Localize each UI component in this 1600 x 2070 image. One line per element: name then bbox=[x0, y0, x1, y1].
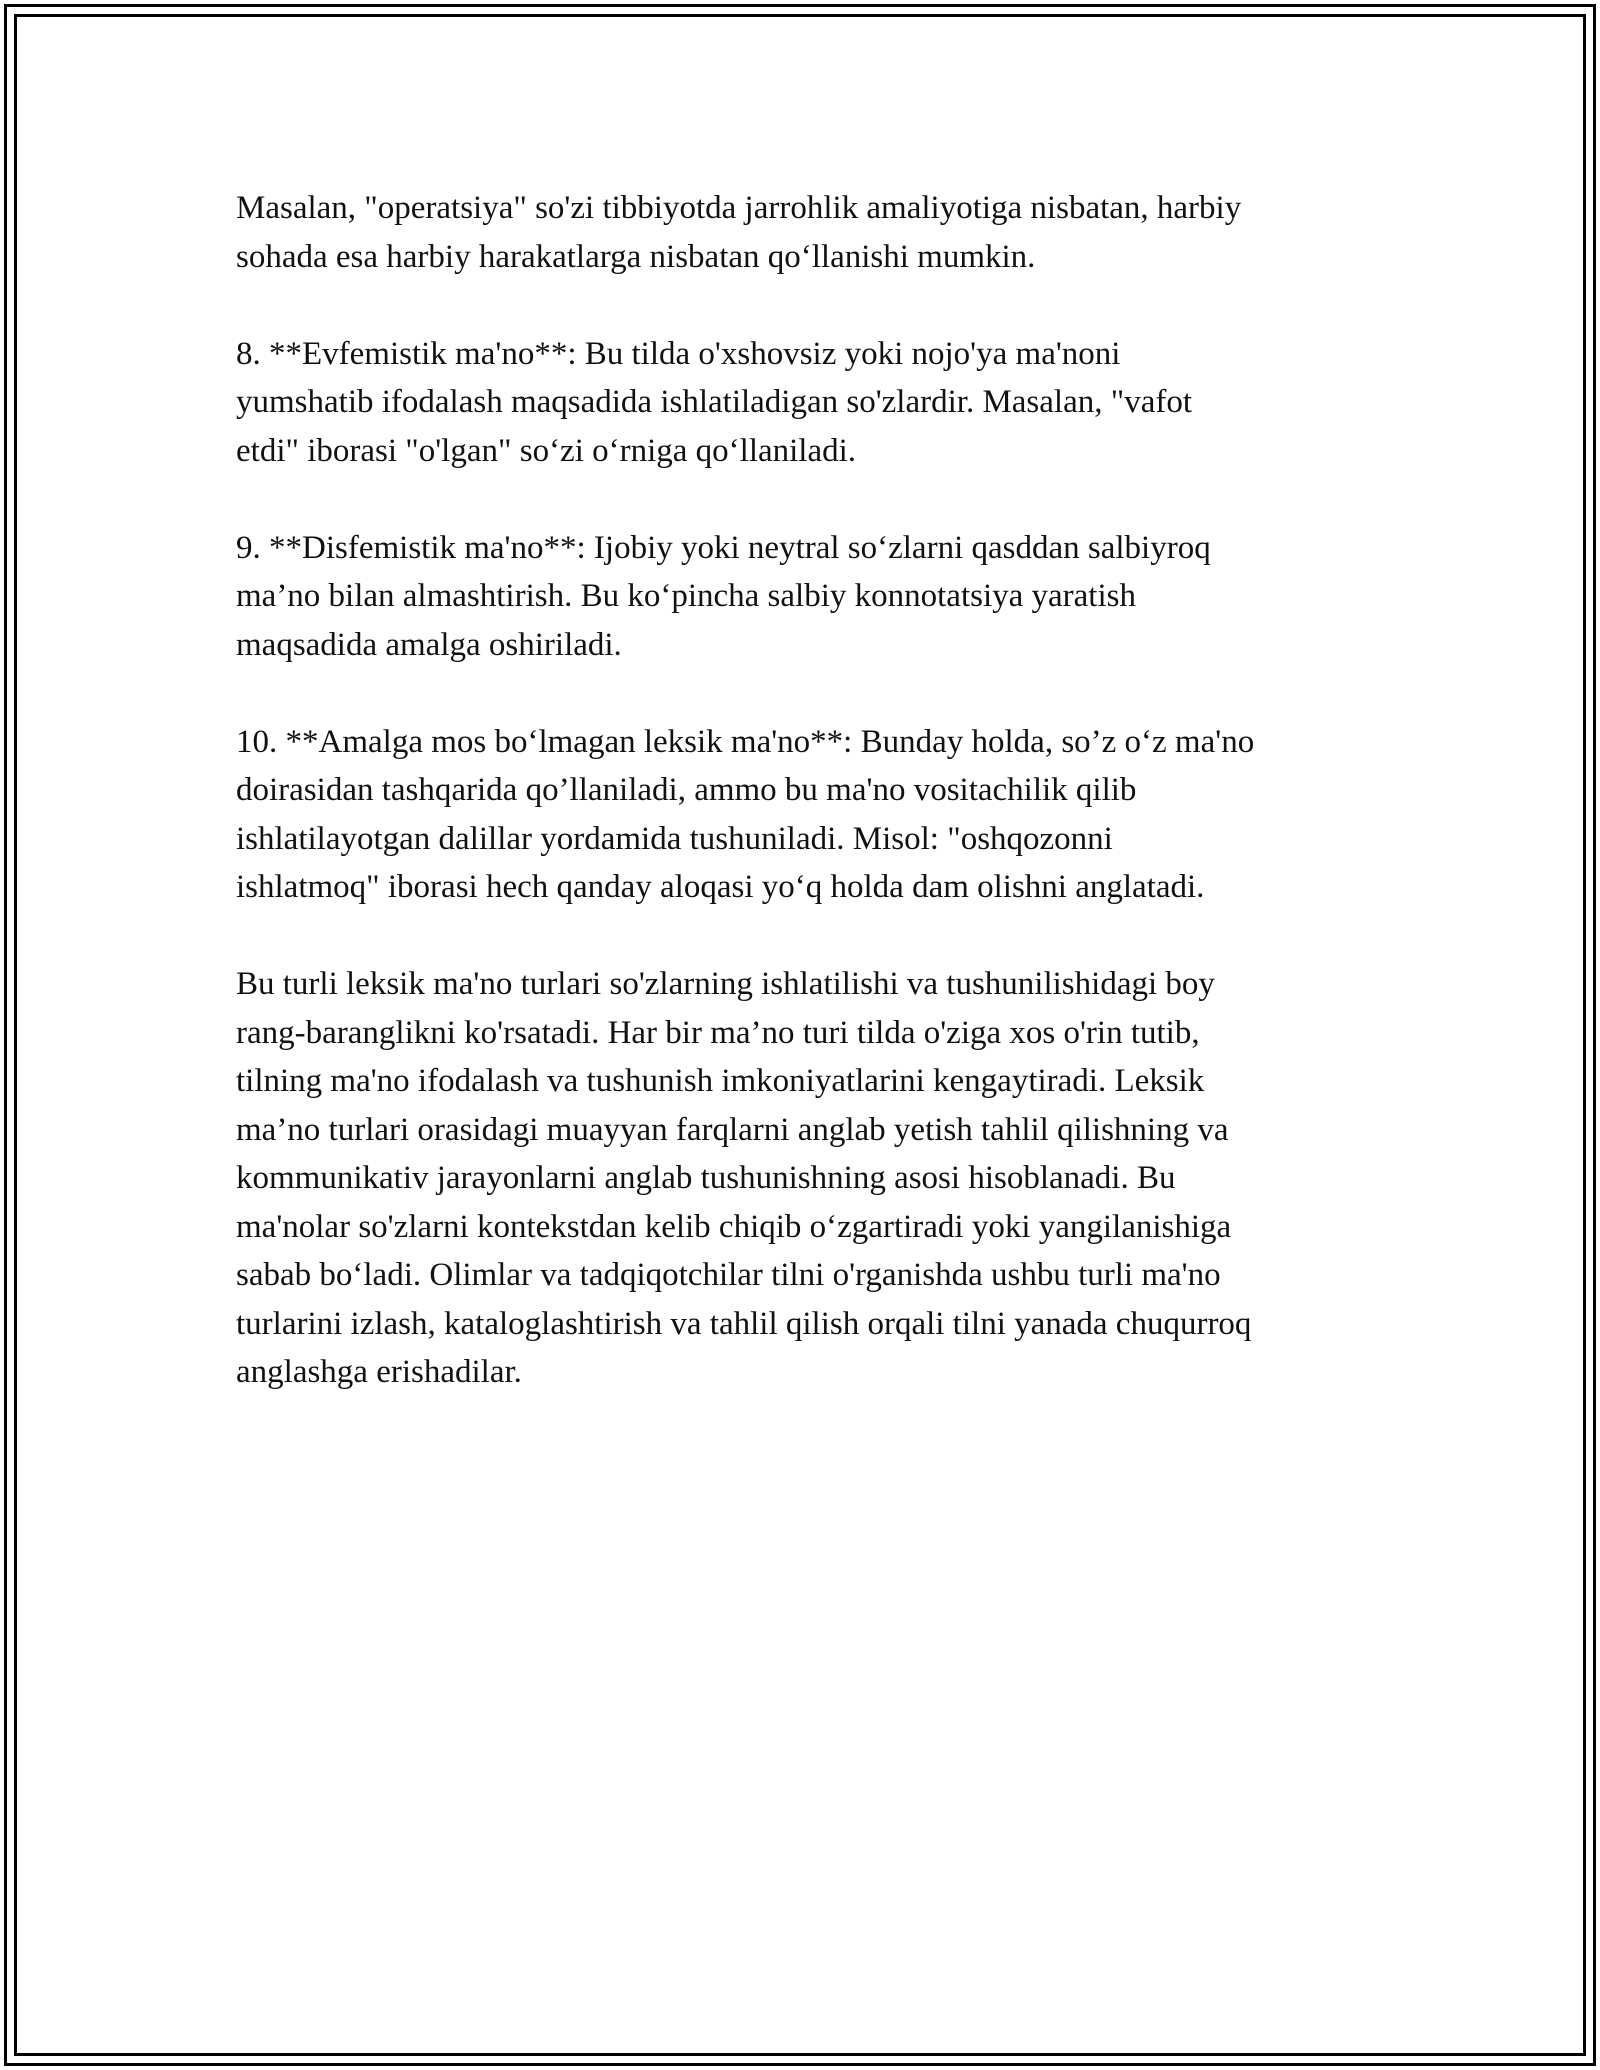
text-line: Bu turli leksik ma'no turlari so'zlarning ishlatilishi va tushunilishidagi boy bbox=[236, 966, 1215, 1002]
text-line: maqsadida amalga oshiriladi. bbox=[236, 626, 622, 663]
document-body bbox=[236, 184, 1386, 1445]
paragraph-conclusion bbox=[236, 960, 1386, 1397]
text-line: 10. **Amalga mos bo‘lmagan leksik ma'no**: Bunday holda, so’z o‘z ma'no bbox=[236, 723, 1255, 760]
text-line: ma'nolar so'zlarni kontekstdan kelib chiqib o‘zgartiradi yoki yangilanishiga bbox=[236, 1208, 1232, 1245]
text-line: ishlatmoq" iborasi hech qanday aloqasi yo‘q holda dam olishni anglatadi. bbox=[236, 869, 1205, 905]
paragraph-disfemistik bbox=[236, 524, 1386, 670]
text-line: rang-baranglikni ko'rsatadi. Har bir ma’no turi tilda o'ziga xos o'rin tutib, bbox=[236, 1014, 1200, 1051]
text-line: ma’no bilan almashtirish. Bu ko‘pincha salbiy konnotatsiya yaratish bbox=[236, 578, 1136, 614]
text-line: turlarini izlash, kataloglashtirish va tahlil qilish orqali tilni yanada chuqurroq bbox=[236, 1305, 1252, 1342]
text-line: Masalan, "operatsiya" so'zi tibbiyotda jarrohlik amaliyotiga nisbatan, harbiy bbox=[236, 190, 1242, 226]
text-line: 8. **Evfemistik ma'no**: Bu tilda o'xshovsiz yoki nojo'ya ma'noni bbox=[236, 335, 1121, 372]
paragraph-amalga-mos-bolmagan bbox=[236, 718, 1386, 912]
paragraph-evfemistik bbox=[236, 330, 1386, 476]
text-line: ishlatilayotgan dalillar yordamida tushuniladi. Misol: "oshqozonni bbox=[236, 820, 1113, 857]
paragraph-operatsiya-example bbox=[236, 184, 1386, 281]
text-line: sohada esa harbiy harakatlarga nisbatan qo‘llanishi mumkin. bbox=[236, 238, 1036, 275]
text-line: 9. **Disfemistik ma'no**: Ijobiy yoki neytral so‘zlarni qasddan salbiyroq bbox=[236, 529, 1211, 566]
text-line: etdi" iborasi "o'lgan" so‘zi o‘rniga qo‘llaniladi. bbox=[236, 432, 857, 469]
text-line: kommunikativ jarayonlarni anglab tushunishning asosi hisoblanadi. Bu bbox=[236, 1160, 1176, 1196]
text-line: sabab bo‘ladi. Olimlar va tadqiqotchilar tilni o'rganishda ushbu turli ma'no bbox=[236, 1257, 1221, 1293]
text-line: ma’no turlari orasidagi muayyan farqlarni anglab yetish tahlil qilishning va bbox=[236, 1111, 1229, 1148]
text-line: doirasidan tashqarida qo’llaniladi, ammo bu ma'no vositachilik qilib bbox=[236, 772, 1137, 808]
text-line: anglashga erishadilar. bbox=[236, 1354, 522, 1390]
text-line: tilning ma'no ifodalash va tushunish imkoniyatlarini kengaytiradi. Leksik bbox=[236, 1063, 1205, 1099]
text-line: yumshatib ifodalash maqsadida ishlatiladigan so'zlardir. Masalan, "vafot bbox=[236, 384, 1193, 420]
